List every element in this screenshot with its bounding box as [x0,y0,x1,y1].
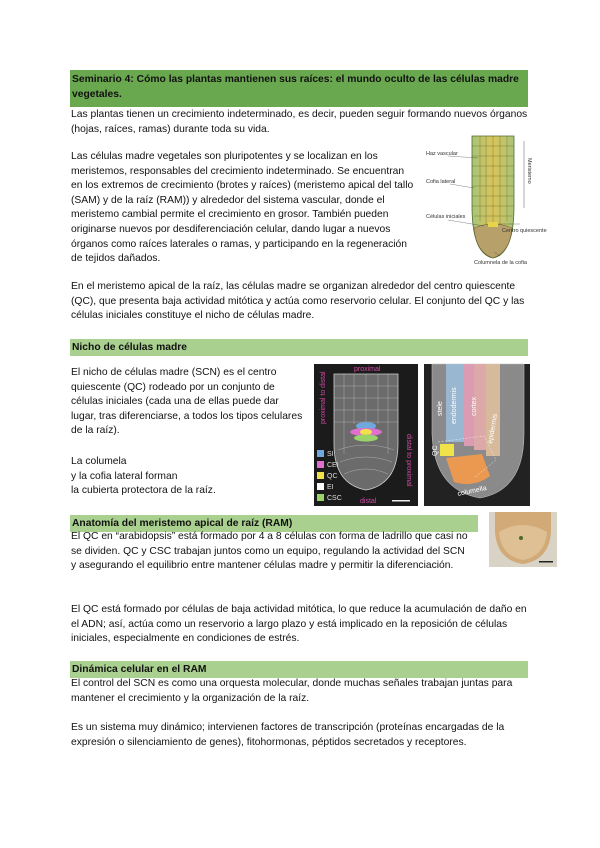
label-proximal-top: proximal [354,366,381,373]
nicho-paragraph-1: El nicho de células madre (SCN) es el centro quiescente (QC) rodeado por un conjunto de células iniciales (cada una de ellas puede dar lugar, tras diferenciarse, a todos los tipos celulares de la raíz). [71,367,303,437]
label-meristemo: Meristemo [526,158,532,184]
intro-paragraph-1: Las plantas tienen un crecimiento indeterminado, es decir, pueden seguir formando nuevos órganos (hojas, raíces, ramas) durante toda su vida. [71,109,528,135]
legend-qc-swatch [317,472,324,479]
label-celulas-iniciales: Células iniciales [426,214,466,220]
label-haz-vascular: Haz vascular [426,151,458,157]
columela-line-2: y la cofia lateral forman [71,470,178,482]
legend-ei: EI [317,483,334,493]
anatomia-paragraph-1: El QC en “arabidopsis” está formado por 4 a 8 células con forma de ladrillo que casi no se dividen. QC y CSC trabajan juntos como un equipo, regulando la actividad del SCN y asegurando el equilibrio entre mantener células madre y permitir la diferenciación. [71,531,468,572]
label-proximal-distal: proximal to distal [320,371,327,424]
nicho-paragraph-2 [71,455,306,499]
stem-cell-niche-micrograph [314,364,418,506]
qc-region [488,222,498,227]
photo-scale-bar [539,561,553,563]
legend-si: SI [317,450,334,460]
label-centro-quiescente: Centro quiescente [502,228,547,234]
columela-line-3: la cubierta protectora de la raíz. [71,485,216,497]
legend-qc: QC [317,472,338,482]
intro-paragraph-2: Las células madre vegetales son pluripotentes y se localizan en los meristemos, responsables del crecimiento indeterminado. Se encuentran en los extremos de crecimiento (brotes y raíces) (meristemo apical del tallo (SAM) y de la raíz (RAM)) y alrededor del sistema vascular, donde el meristemo cambial permite el crecimiento en grosor. También pueden originarse nuevos por desdiferenciación celular, dando lugar a nuevos órganos como raíces laterales o ramas, y participando en la regeneración de tejidos dañados. [71,151,414,265]
label-qc: QC [432,445,439,456]
qc-yellow [440,444,454,456]
legend-csc-swatch [317,494,324,501]
label-columela: Columnela de la cofia [474,260,527,266]
legend-si-swatch [317,450,324,457]
legend-csc: CSC [317,494,342,504]
label-cortex: cortex [471,396,478,416]
marked-cell [519,536,523,540]
root-tip-photo [489,512,557,567]
legend-cei-swatch [317,461,324,468]
anatomia-paragraph-2: El QC está formado por células de baja actividad mitótica, lo que reduce la acumulación de daño en el ADN; así, actúa como un reservorio a largo plazo y está implicado en la reposición de células iniciales, especialmente en condiciones de estrés. [71,604,527,645]
label-columella: columella [456,484,488,498]
section-heading-anatomia: Anatomía del meristemo apical de raíz (RAM) [70,515,478,532]
legend-ei-swatch [317,483,324,490]
label-distal-bottom: distal [360,498,377,505]
root-tip-diagram [422,136,547,274]
section-heading-dinamica: Dinámica celular en el RAM [70,661,528,678]
label-distal-proximal: distal to proximal [405,434,412,487]
tissue-layers-micrograph [424,364,530,506]
dinamica-paragraph-1: El control del SCN es como una orquesta molecular, donde muchas señales trabajan juntas para mantener el crecimiento y la organización de la raíz. [71,678,513,704]
label-endodermis: endodermis [451,387,458,424]
csc-region [354,435,378,442]
scale-bar [392,500,410,502]
qc-cells [360,429,372,435]
columela-line-1: La columela [71,456,127,467]
label-stele: stele [437,401,444,416]
dinamica-paragraph-2: Es un sistema muy dinámico; intervienen factores de transcripción (proteínas encargadas de la expresión o silenciamiento de genes), fitohormonas, péptidos secretados y receptores. [71,722,505,748]
page-title: Seminario 4: Cómo las plantas mantienen sus raíces: el mundo oculto de las células madre vegetales. [70,70,528,107]
section-heading-nicho: Nicho de células madre [70,339,528,356]
label-cofia-lateral: Cofia lateral [426,179,456,185]
intro-paragraph-3: En el meristemo apical de la raíz, las células madre se organizan alrededor del centro quiescente (QC), que presenta baja actividad mitótica y actúa como reservorio celular. El conjunto del QC y las células iniciales constituye el nicho de células madre. [71,281,525,322]
legend-cei: CEI [317,461,339,471]
label-epidermis: epidermis [487,413,500,445]
